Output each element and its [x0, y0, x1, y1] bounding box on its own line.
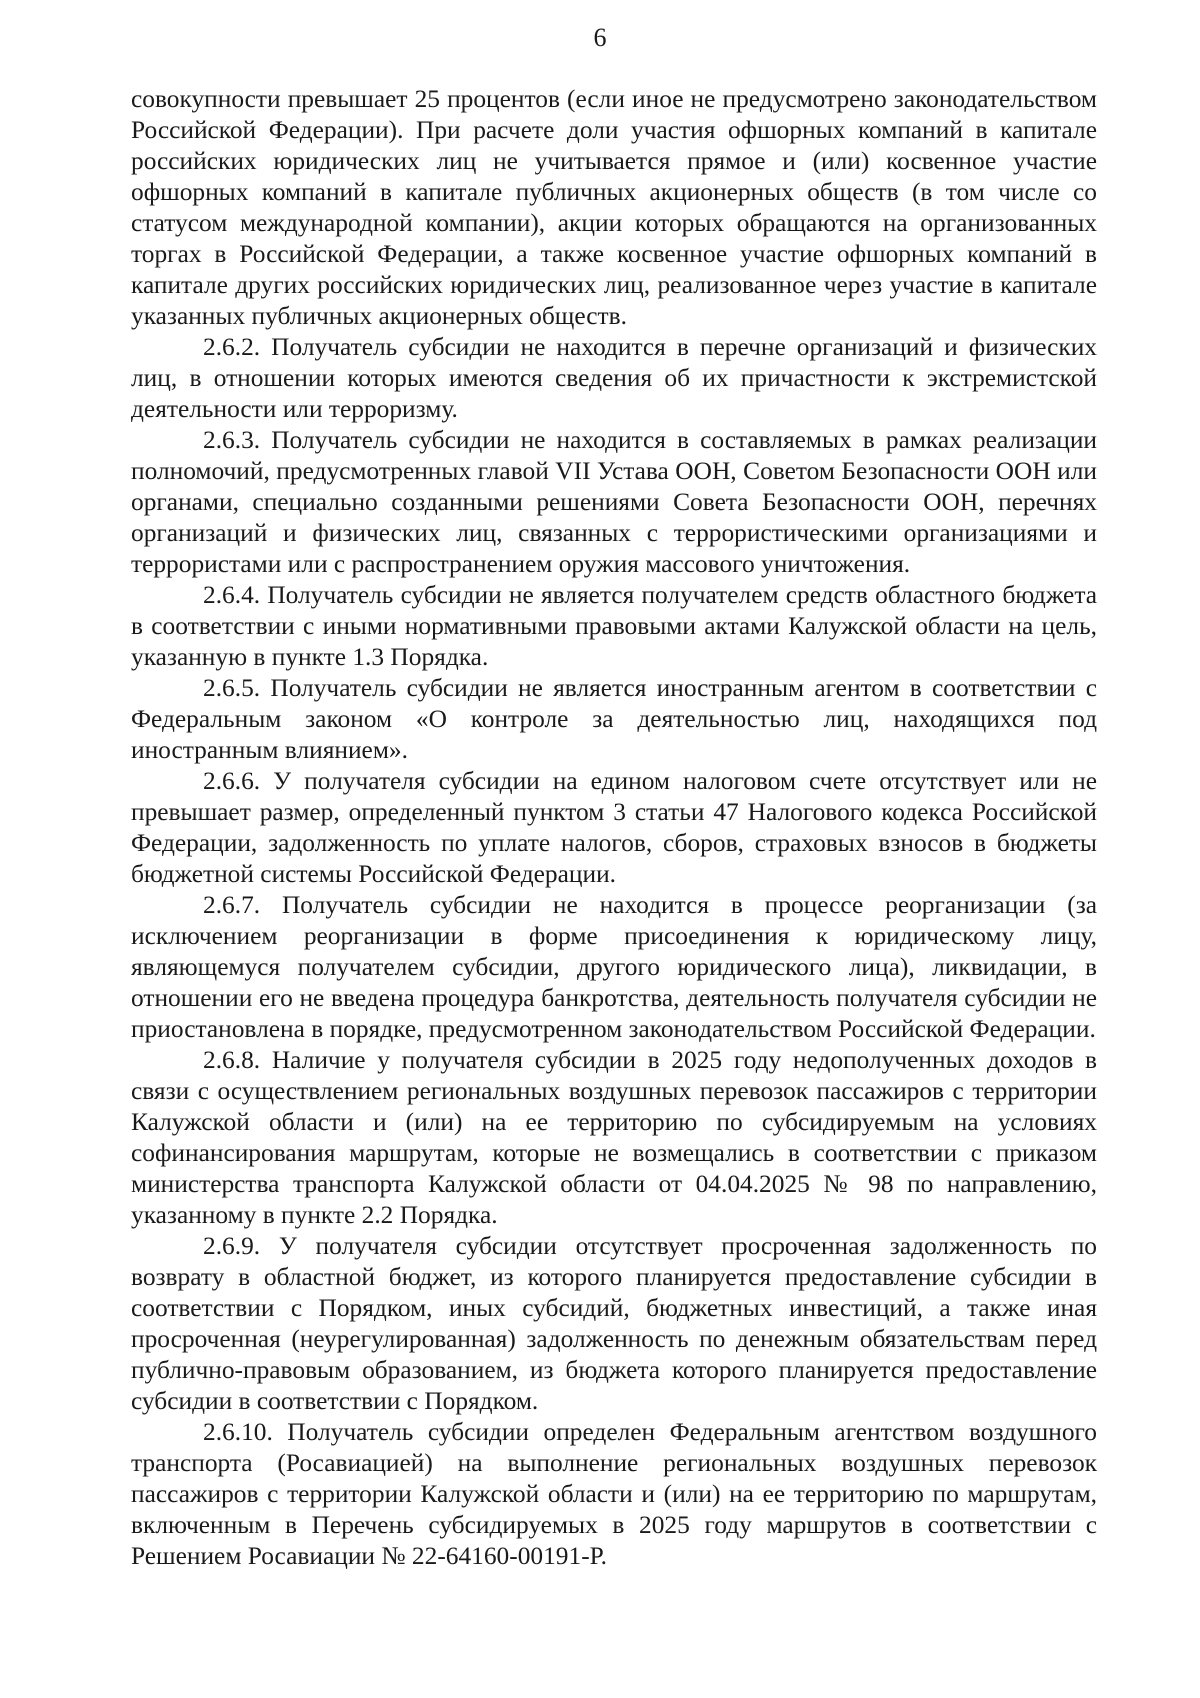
- document-body: [131, 84, 1097, 1572]
- paragraph-continuation: совокупности превышает 25 процентов (если иное не предусмотрено законодательством Российской Федерации). При расчете доли участия офшорных компаний в капитале российских юридических лиц не учитывается прямое и (или) косвенное участие офшорных компаний в капитале публичных акционерных обществ (в том числе со статусом международной компании), акции которых обращаются на организованных торгах в Российской Федерации, а также косвенное участие офшорных компаний в капитале других российских юридических лиц, реализованное через участие в капитале указанных публичных акционерных обществ.: [131, 85, 1097, 330]
- paragraph-2-6-8: 2.6.8. Наличие у получателя субсидии в 2025 году недополученных доходов в связи с осуществлением региональных воздушных перевозок пассажиров с территории Калужской области и (или) на ее территорию по субсидируемым на условиях софинансирования маршрутам, которые не возмещались в соответствии с приказом министерства транспорта Калужской области от 04.04.2025 № 98 по направлению, указанному в пункте 2.2 Порядка.: [131, 1046, 1097, 1229]
- paragraph-2-6-4: 2.6.4. Получатель субсидии не является получателем средств областного бюджета в соответствии с иными нормативными правовыми актами Калужской области на цель, указанную в пункте 1.3 Порядка.: [131, 581, 1097, 671]
- paragraph-2-6-10: 2.6.10. Получатель субсидии определен Федеральным агентством воздушного транспорта (Росавиацией) на выполнение региональных воздушных перевозок пассажиров с территории Калужской области и (или) на ее территорию по маршрутам, включенным в Перечень субсидируемых в 2025 году маршрутов в соответствии с Решением Росавиации № 22-64160-00191-Р.: [131, 1418, 1097, 1570]
- paragraph-2-6-5: 2.6.5. Получатель субсидии не является иностранным агентом в соответствии с Федеральным законом «О контроле за деятельностью лиц, находящихся под иностранным влиянием».: [131, 674, 1097, 764]
- paragraph-2-6-7: 2.6.7. Получатель субсидии не находится в процессе реорганизации (за исключением реорганизации в форме присоединения к юридическому лицу, являющемуся получателем субсидии, другого юридического лица), ликвидации, в отношении его не введена процедура банкротства, деятельность получателя субсидии не приостановлена в порядке, предусмотренном законодательством Российской Федерации.: [131, 891, 1097, 1043]
- page-number: 6: [593, 23, 607, 52]
- paragraph-2-6-3: 2.6.3. Получатель субсидии не находится в составляемых в рамках реализации полномочий, предусмотренных главой VII Устава ООН, Советом Безопасности ООН или органами, специально созданными решениями Совета Безопасности ООН, перечнях организаций и физических лиц, связанных с террористическими организациями и террористами или с распространением оружия массового уничтожения.: [131, 426, 1097, 578]
- paragraph-2-6-9: 2.6.9. У получателя субсидии отсутствует просроченная задолженность по возврату в областной бюджет, из которого планируется предоставление субсидии в соответствии с Порядком, иных субсидий, бюджетных инвестиций, а также иная просроченная (неурегулированная) задолженность по денежным обязательствам перед публично-правовым образованием, из бюджета которого планируется предоставление субсидии в соответствии с Порядком.: [131, 1232, 1097, 1415]
- paragraph-2-6-2: 2.6.2. Получатель субсидии не находится в перечне организаций и физических лиц, в отношении которых имеются сведения об их причастности к экстремистской деятельности или терроризму.: [131, 333, 1097, 423]
- paragraph-2-6-6: 2.6.6. У получателя субсидии на едином налоговом счете отсутствует или не превышает размер, определенный пунктом 3 статьи 47 Налогового кодекса Российской Федерации, задолженность по уплате налогов, сборов, страховых взносов в бюджеты бюджетной системы Российской Федерации.: [131, 767, 1097, 888]
